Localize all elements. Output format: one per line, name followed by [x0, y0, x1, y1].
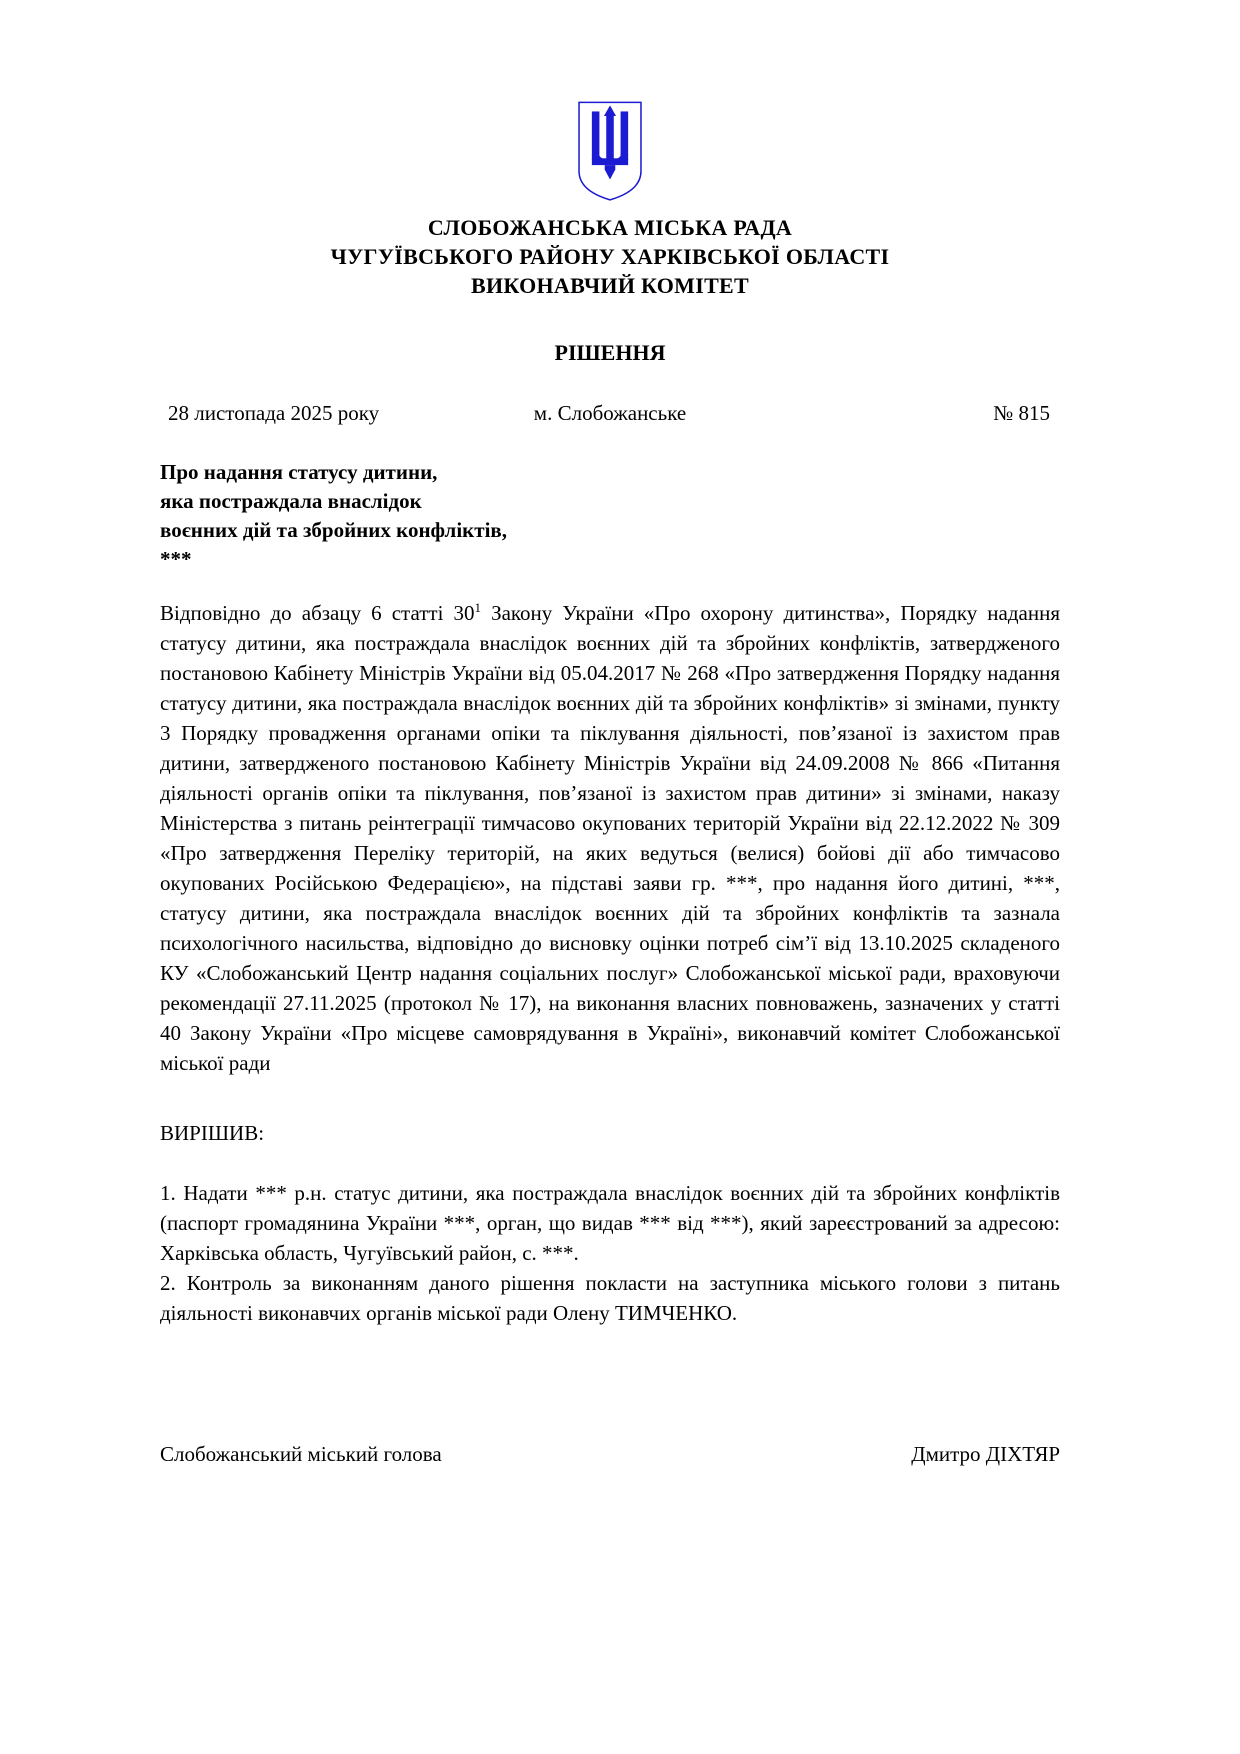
document-meta-row	[160, 399, 1060, 428]
subject-line-4: ***	[160, 547, 192, 571]
document-header	[160, 100, 1060, 367]
document-type-title: РІШЕННЯ	[554, 340, 666, 365]
ukraine-trident-emblem-icon	[576, 100, 644, 203]
org-name-line-3: ВИКОНАВЧИЙ КОМІТЕТ	[470, 273, 749, 298]
subject-line-2: яка постраждала внаслідок	[160, 489, 422, 513]
signer-position: Слобожанський міський голова	[160, 1442, 442, 1466]
org-name-line-1: СЛОБОЖАНСЬКА МІСЬКА РАДА	[427, 215, 793, 240]
document-place: м. Слобожанське	[533, 401, 687, 425]
signer-name: Дмитро ДІХТЯР	[911, 1442, 1060, 1466]
resolved-label: ВИРІШИВ:	[160, 1121, 265, 1145]
org-name-line-2: ЧУГУЇВСЬКОГО РАЙОНУ ХАРКІВСЬКОЇ ОБЛАСТІ	[330, 244, 890, 269]
superscript-1: 1	[474, 600, 482, 615]
document-subject	[160, 458, 1060, 574]
decision-item-2: 2. Контроль за виконанням даного рішення покласти на заступника міського голови з питань діяльності виконавчих органів міської ради Олену ТИМЧЕНКО.	[160, 1271, 1060, 1325]
preamble-text-rest: Закону України «Про охорону дитинства», Порядку надання статусу дитини, яка постраждала внаслідок воєнних дій та збройних конфліктів, затвердженого постановою Кабінету Міністрів України від 05.04.2017 № 268 «Про затвердження Порядку надання статусу дитини, яка постраждала внаслідок воєнних дій та збройних конфліктів» зі змінами, пункту 3 Порядку провадження органами опіки та піклування діяльності, пов’язаної із захистом прав дитини, затвердженого постановою Кабінету Міністрів України від 24.09.2008 № 866 «Питання діяльності органів опіки та піклування, пов’язаної із захистом прав дитини» зі змінами, наказу Міністерства з питань реінтеграції тимчасово окупованих територій України від 22.12.2022 № 309 «Про затвердження Переліку територій, на яких ведуться (велися) бойові дії або тимчасово окупованих Російською Федерацією», на підставі заяви гр. ***, про надання його дитині, ***, статусу дитини, яка постраждала внаслідок воєнних дій та збройних конфліктів та зазнала психологічного насильства, відповідно до висновку оцінки потреб сім’ї від 13.10.2025 складеного КУ «Слобожанський Центр надання соціальних послуг» Слобожанської міської ради, враховуючи рекомендації 27.11.2025 (протокол № 17), на виконання власних повноважень, зазначених у статті 40 Закону України «Про місцеве самоврядування в Україні», виконавчий комітет Слобожанської міської ради	[160, 601, 1060, 1075]
document-number: № 815	[993, 401, 1050, 425]
subject-line-1: Про надання статусу дитини,	[160, 460, 438, 484]
document-date: 28 листопада 2025 року	[168, 401, 380, 425]
preamble-paragraph	[160, 598, 1060, 1078]
subject-line-3: воєнних дій та збройних конфліктів,	[160, 518, 508, 542]
preamble-text-start: Відповідно до абзацу 6 статті 30	[160, 601, 475, 625]
signature-row	[160, 1440, 1060, 1469]
decision-items	[160, 1178, 1060, 1328]
decision-item-1: 1. Надати *** р.н. статус дитини, яка постраждала внаслідок воєнних дій та збройних конфліктів (паспорт громадянина України ***, орган, що видав *** від ***), який зареєстрований за адресою: Харківська область, Чугуївський район, с. ***.	[160, 1181, 1060, 1265]
